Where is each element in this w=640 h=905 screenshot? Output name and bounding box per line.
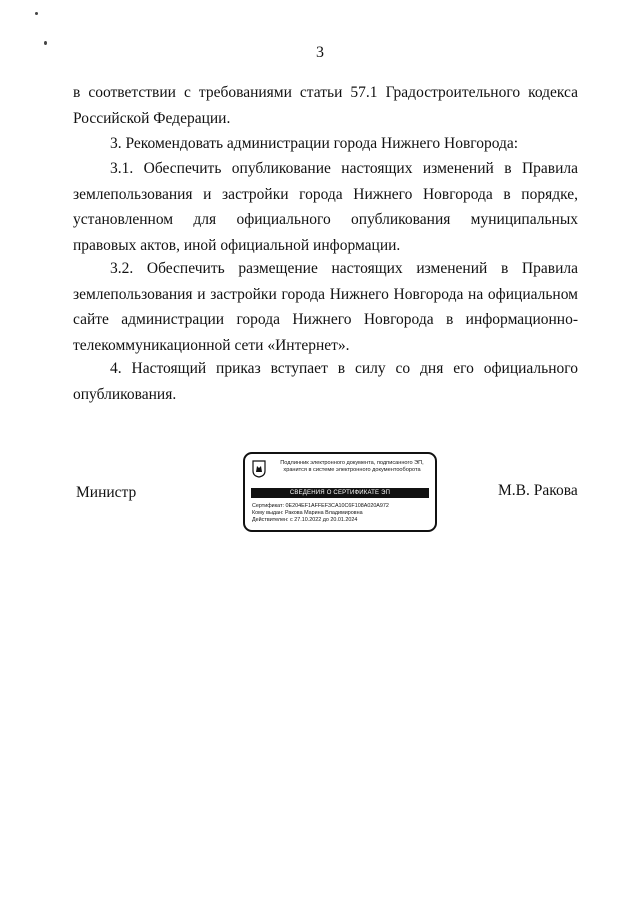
coat-of-arms-icon: [252, 460, 266, 478]
signatory-name: М.В. Ракова: [498, 482, 578, 499]
electronic-signature-stamp: [243, 452, 437, 532]
stamp-title-bar: СВЕДЕНИЯ О СЕРТИФИКАТЕ ЭП: [251, 488, 429, 498]
paragraph-item-3-1: 3.1. Обеспечить опубликование настоящих изменений в Правила землепользования и застройки города Нижнего Новгорода в порядке, установленном для официального опубликования муниципальных правовых актов, иной официальной информации.: [73, 160, 578, 254]
paragraph-item-3: 3. Рекомендовать администрации города Нижнего Новгорода:: [110, 135, 519, 152]
scan-speck: [35, 12, 38, 15]
paragraph-continuation: в соответствии с требованиями статьи 57.1 Градостроительного кодекса Российской Федерации.: [73, 84, 578, 127]
stamp-details: [252, 503, 432, 524]
stamp-issued-to: Кому выдан: Ракова Марина Владимировна: [252, 510, 363, 516]
paragraph-item-4: 4. Настоящий приказ вступает в силу со дня его официального опубликования.: [73, 360, 578, 403]
page-number: 3: [316, 44, 324, 61]
stamp-certificate: Сертификат: 0E204EF1AFFEF3CA10C6F108A020A972: [252, 503, 389, 509]
signatory-position: Министр: [76, 484, 137, 501]
stamp-header: Подлинник электронного документа, подписанного ЭП, хранится в системе электронного документооборота: [280, 460, 424, 473]
paragraph-item-3-2: 3.2. Обеспечить размещение настоящих изменений в Правила землепользования и застройки города Нижнего Новгорода на официальном сайте администрации города Нижнего Новгорода в информационно-телекоммуникационной сети «Интернет».: [73, 260, 578, 354]
stamp-validity: Действителен: с 27.10.2022 до 20.01.2024: [252, 517, 358, 523]
